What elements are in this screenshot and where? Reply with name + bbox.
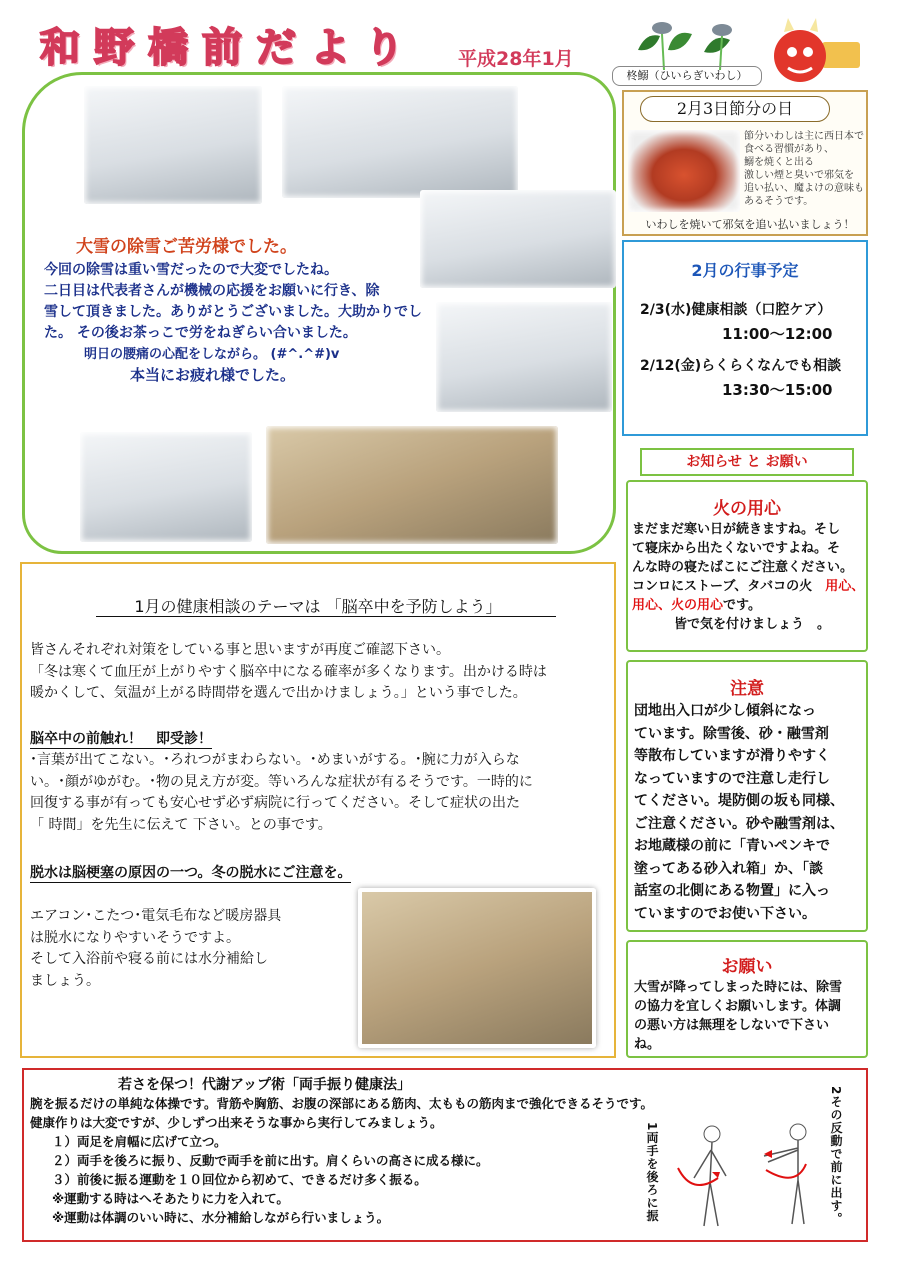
title-char: 橋: [148, 24, 188, 71]
event-time: 13:30～15:00: [722, 381, 833, 399]
snow-line: 明日の腰痛の心配をしながら。 (#^.^#)v: [84, 347, 340, 362]
fire-line: んな時の寝たばこにご注意ください。: [632, 560, 854, 575]
caution-line: ご注意ください。砂や融雪剤は、: [634, 815, 844, 832]
snow-line: 雪して頂きました。ありがとうございました。大助かりでし: [44, 304, 422, 320]
event-time: 11:00～12:00: [722, 325, 833, 343]
fire-text-red: 用心、火の用心: [632, 598, 724, 613]
newsletter-title: [40, 16, 418, 73]
title-char: だ: [256, 24, 296, 71]
dehydration-text: [30, 906, 340, 992]
health-intro: [30, 640, 614, 705]
event-date: 2/12(金)らくらくなんでも相談: [640, 358, 842, 374]
snow-text: [44, 260, 444, 386]
health-line: ･言葉が出てこない。･ろれつがまわらない。･めまいがする。･腕に力が入らな: [30, 752, 520, 768]
issue-date: 平成28年1月: [458, 48, 574, 70]
caution-line: 等散布していますが滑りやすく: [634, 748, 830, 764]
setsubun-line: あるそうです。: [744, 196, 814, 207]
photo-children-snow: [80, 432, 252, 542]
caution-title: 注意: [730, 679, 764, 699]
health-line: 暖かくして、気温が上がる時間帯を選んで出かけましょう。」という事でした。: [30, 685, 527, 701]
health-line: 回復する事が有っても安心せず必ず病院に行ってください。そして症状の出た: [30, 795, 520, 811]
snow-line: 本当にお疲れ様でした。: [130, 366, 296, 384]
fire-line: まだまだ寒い日が続きますね。そし: [632, 522, 841, 537]
events-title: 2月の行事予定: [691, 261, 799, 280]
setsubun-line: 食べる習慣があり、: [744, 144, 834, 155]
exercise-line: ※運動する時はへそあたりに力を入れて。: [52, 1191, 289, 1206]
photo-snow-shoveling: [84, 86, 262, 204]
fire-line: て寝床から出たくないですよね。そ: [632, 541, 841, 556]
event-item: [640, 354, 841, 402]
setsubun-line: 鰯を焼くと出る: [744, 157, 814, 168]
title-char: 和: [40, 24, 80, 71]
title-char: 前: [202, 24, 242, 71]
health-line: ましょう。: [30, 972, 100, 989]
holly-sardine-illustration: [624, 14, 756, 72]
setsubun-text: [744, 130, 868, 208]
request-line: ね。: [634, 1037, 661, 1052]
exercise-line: ※運動は体調のいい時に、水分補給しながら行いましょう。: [52, 1210, 390, 1225]
fire-line: [632, 577, 866, 596]
grilled-sardine-illustration: [628, 130, 740, 212]
ornament-caption: 柊鰯（ひいらぎいわし）: [612, 66, 762, 86]
caution-line: なっていますので注意し走行し: [634, 770, 830, 787]
health-line: い。･顔がゆがむ。･物の見え方が変。等いろんな症状が有るそうです。一時的に: [30, 773, 533, 790]
setsubun-footer: いわしを焼いて邪気を追い払いましょう！: [645, 218, 855, 231]
title-char: り: [364, 24, 404, 71]
caution-line: ていますのでお使い下さい。: [634, 905, 816, 922]
caution-line: 団地出入口が少し傾斜になっ: [634, 703, 816, 719]
event-date: 2/3(水)健康相談（口腔ケア）: [640, 302, 832, 318]
health-line: 皆さんそれぞれ対策をしている事と思いますが再度ご確認下さい。: [30, 642, 450, 658]
fire-text-plain: コンロにストーブ、タバコの火: [632, 579, 813, 594]
arm-swing-back-illustration: [664, 1122, 756, 1234]
health-line: は脱水になりやすいそうですよ。: [30, 929, 240, 946]
setsubun-line: 激しい煙と臭いで邪気を: [744, 170, 854, 181]
exercise-line: 健康作りは大変ですが、少しずつ出来そうな事から実行してみましょう。: [30, 1115, 443, 1130]
snow-line: た。 その後お茶っこで労をねぎらい合いました。: [44, 325, 357, 341]
fire-text-red: 用心、: [825, 579, 865, 594]
caution-line: お地蔵様の前に「青いペンキで: [634, 838, 830, 854]
exercise-line: ３）前後に振る運動を１０回位から初めて、できるだけ多く振る。: [52, 1172, 427, 1187]
request-line: の悪い方は無理をしないで下さい: [634, 1018, 830, 1033]
health-line: 「 時間」を先生に伝えて 下さい。との事です。: [30, 816, 332, 833]
photo-tea-gathering: [266, 426, 558, 544]
health-signs: [30, 750, 614, 836]
caution-line: てください。堤防側の坂も同様、: [634, 793, 844, 809]
setsubun-line: 節分いわしは主に西日本で: [744, 131, 864, 142]
photo-shoveling-road: [436, 302, 612, 412]
signs-heading: 脳卒中の前触れ！ 即受診！: [30, 728, 212, 749]
snow-line: 二日目は代表者さんが機械の応援をお願いに行き、除: [44, 283, 380, 299]
event-item: [640, 298, 833, 346]
health-line: エアコン･こたつ･電気毛布など暖房器具: [30, 908, 282, 924]
health-line: そして入浴前や寝る前には水分補給し: [30, 951, 268, 967]
dehydration-heading: 脱水は脳梗塞の原因の一つ。冬の脱水にご注意を。: [30, 862, 351, 883]
photo-tractor: [420, 190, 616, 288]
exercise-line: ２）両手を後ろに振り、反動で両手を前に出す。肩くらいの高さに成る様に。: [52, 1153, 489, 1168]
notice-tab: お知らせ と お願い: [640, 448, 854, 476]
photo-health-consult: [358, 888, 596, 1048]
fire-line: [632, 596, 866, 615]
photo-snow-truck: [282, 86, 518, 198]
exercise-line: 腕を振るだけの単純な体操です。背筋や胸筋、お腹の深部にある筋肉、太ももの筋肉まで強化できるそうです。: [30, 1096, 654, 1111]
health-theme: 1月の健康相談のテーマは 「脳卒中を予防しよう」: [134, 597, 502, 616]
caution-line: 話室の北側にある物置」に入っ: [634, 883, 830, 899]
setsubun-line: 追い払い、魔よけの意味も: [744, 183, 864, 194]
title-char: よ: [310, 24, 350, 71]
oni-mask-illustration: [764, 14, 868, 86]
health-theme-underline: [96, 616, 556, 617]
request-line: の協力を宜しくお願いします。体調: [634, 999, 841, 1014]
caution-line: ています。除雪後、砂・融雪剤: [634, 725, 829, 742]
fire-text-plain: です。: [723, 598, 761, 613]
fire-title: 火の用心: [713, 499, 781, 519]
arm-swing-front-illustration: [758, 1120, 828, 1232]
fire-text: [632, 520, 866, 634]
request-line: 大雪が降ってしまった時には、除雪: [634, 980, 843, 995]
exercise-line: １）両足を肩幅に広げて立つ。: [52, 1134, 227, 1149]
snow-heading: 大雪の除雪ご苦労様でした。: [76, 237, 297, 257]
figure-caption-1: 1両手を後ろに振: [645, 1122, 659, 1223]
title-char: 野: [94, 24, 134, 71]
exercise-title: 若さを保つ！代謝アップ術「両手振り健康法」: [118, 1077, 412, 1093]
figure-caption-2: 2その反動で前に出す。: [829, 1086, 843, 1226]
caution-text: [634, 700, 866, 925]
fire-line: 皆で気を付けましょう 。: [674, 617, 831, 632]
setsubun-title: 2月3日節分の日: [640, 96, 830, 122]
snow-line: 今回の除雪は重い雪だったので大変でしたね。: [44, 262, 338, 278]
caution-line: 塗ってある砂入れ箱」か、「談: [634, 860, 823, 877]
request-text: [634, 978, 866, 1054]
request-title: お願い: [721, 957, 773, 977]
health-line: 「冬は寒くて血圧が上がりやすく脳卒中になる確率が多くなります。出かける時は: [30, 663, 547, 680]
